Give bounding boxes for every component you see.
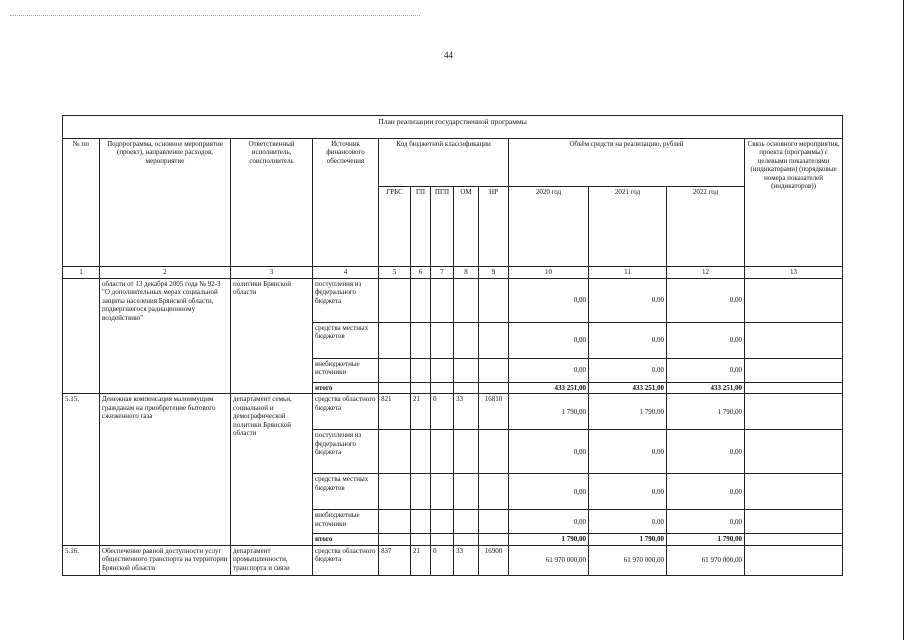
budget-code	[379, 383, 411, 394]
budget-code: 16900	[479, 545, 509, 575]
budget-code	[379, 323, 411, 359]
col-number: 2	[100, 267, 231, 279]
budget-code	[431, 510, 454, 534]
budget-code	[479, 323, 509, 359]
responsible-executor: департамент семьи, социальной и демографической политики Брянской области	[231, 394, 313, 545]
table-caption: План реализации государственной программы	[63, 116, 843, 139]
budget-code	[479, 510, 509, 534]
budget-code	[431, 359, 454, 383]
header-code-om: ОМ	[454, 187, 479, 267]
row-number: 5.16.	[63, 545, 100, 575]
budget-code	[411, 279, 431, 323]
page-number: 44	[444, 50, 453, 60]
amount-value: 0,00	[509, 323, 589, 359]
budget-code	[454, 359, 479, 383]
budget-code: 33	[454, 545, 479, 575]
col-number: 11	[589, 267, 667, 279]
header-link: Связь основного мероприятия, проекта (программы) с целевыми показателями (индикаторами) (порядковые номера показателей (индикаторов))	[745, 139, 843, 267]
header-year-2021: 2021 год	[589, 187, 667, 267]
budget-code	[479, 474, 509, 510]
indicator-link	[745, 279, 843, 323]
header-code-pgp: ПГП	[431, 187, 454, 267]
amount-value: 0,00	[509, 279, 589, 323]
amount-value: 0,00	[589, 279, 667, 323]
budget-code	[379, 510, 411, 534]
funding-source: поступления из федерального бюджета	[313, 430, 379, 474]
table-row	[63, 279, 843, 323]
funding-source: внебюджетные источники	[313, 510, 379, 534]
budget-plan-table	[62, 115, 843, 576]
funding-source: средства местных бюджетов	[313, 323, 379, 359]
indicator-link	[745, 545, 843, 575]
budget-code	[479, 359, 509, 383]
indicator-link	[745, 359, 843, 383]
funding-source: поступления из федерального бюджета	[313, 279, 379, 323]
budget-code	[379, 430, 411, 474]
amount-value: 61 970 000,00	[667, 545, 745, 575]
budget-code	[454, 430, 479, 474]
table-row	[63, 545, 843, 575]
budget-code	[431, 279, 454, 323]
indicator-link	[745, 383, 843, 394]
header-code-grbs: ГРБС	[379, 187, 411, 267]
col-number: 7	[431, 267, 454, 279]
indicator-link	[745, 430, 843, 474]
budget-code	[454, 534, 479, 545]
col-number: 8	[454, 267, 479, 279]
header-year-2020: 2020 год	[509, 187, 589, 267]
col-number: 3	[231, 267, 313, 279]
header-num: № пп	[63, 139, 100, 267]
row-number	[63, 279, 100, 394]
amount-value: 0,00	[667, 510, 745, 534]
budget-code: 837	[379, 545, 411, 575]
budget-code: 21	[411, 545, 431, 575]
amount-value: 0,00	[509, 474, 589, 510]
amount-value: 61 970 000,00	[589, 545, 667, 575]
amount-value: 0,00	[667, 474, 745, 510]
budget-code	[379, 279, 411, 323]
amount-value: 0,00	[667, 279, 745, 323]
header-subprogram: Подпрограмма, основное мероприятие (проект), направление расходов, мероприятие	[100, 139, 231, 267]
col-number: 6	[411, 267, 431, 279]
header-responsible: Ответственный исполнитель, соисполнитель	[231, 139, 313, 267]
amount-value: 0,00	[589, 430, 667, 474]
amount-value: 0,00	[667, 430, 745, 474]
amount-value: 1 790,00	[509, 394, 589, 430]
funding-source: средства местных бюджетов	[313, 474, 379, 510]
amount-value: 0,00	[589, 323, 667, 359]
budget-code	[431, 383, 454, 394]
indicator-link	[745, 394, 843, 430]
amount-value: 0,00	[509, 359, 589, 383]
budget-code	[411, 510, 431, 534]
budget-code	[379, 474, 411, 510]
budget-code	[479, 383, 509, 394]
budget-code	[411, 359, 431, 383]
header-code-group: Код бюджетной классификации	[379, 139, 509, 187]
header-code-gp: ГП	[411, 187, 431, 267]
budget-code	[411, 430, 431, 474]
budget-code: 821	[379, 394, 411, 430]
budget-code	[479, 430, 509, 474]
amount-value: 433 251,00	[589, 383, 667, 394]
header-source: Источник финансового обеспечения	[313, 139, 379, 267]
budget-code	[411, 474, 431, 510]
budget-code	[454, 279, 479, 323]
budget-code	[454, 474, 479, 510]
budget-code	[454, 510, 479, 534]
amount-value: 0,00	[589, 510, 667, 534]
indicator-link	[745, 510, 843, 534]
col-number: 12	[667, 267, 745, 279]
subprogram-name: Обеспечение равной доступности услуг общественного транспорта на территории Брянской области	[100, 545, 231, 575]
header-volume-group: Объём средств на реализацию, рублей	[509, 139, 745, 187]
amount-value: 1 790,00	[667, 394, 745, 430]
column-number-row	[63, 267, 843, 279]
budget-code	[454, 323, 479, 359]
amount-value: 1 790,00	[667, 534, 745, 545]
responsible-executor: политики Брянской области	[231, 279, 313, 394]
amount-value: 0,00	[589, 474, 667, 510]
row-number: 5.15.	[63, 394, 100, 545]
budget-code: 21	[411, 394, 431, 430]
amount-value: 0,00	[667, 359, 745, 383]
amount-value: 61 970 000,00	[509, 545, 589, 575]
col-number: 4	[313, 267, 379, 279]
col-number: 5	[379, 267, 411, 279]
funding-source: внебюджетные источники	[313, 359, 379, 383]
budget-code	[479, 279, 509, 323]
funding-source: итого	[313, 534, 379, 545]
page-edge	[903, 0, 904, 640]
indicator-link	[745, 534, 843, 545]
amount-value: 0,00	[509, 510, 589, 534]
amount-value: 1 790,00	[589, 394, 667, 430]
amount-value: 0,00	[509, 430, 589, 474]
budget-code	[411, 534, 431, 545]
budget-code	[431, 534, 454, 545]
responsible-executor: департамент промышленности, транспорта и связи	[231, 545, 313, 575]
indicator-link	[745, 323, 843, 359]
budget-code: 16810	[479, 394, 509, 430]
col-number: 13	[745, 267, 843, 279]
budget-code	[379, 359, 411, 383]
subprogram-name: Денежная компенсация малоимущим гражданам на приобретение бытового сжиженного газа	[100, 394, 231, 545]
budget-code: 33	[454, 394, 479, 430]
budget-code: 0	[431, 545, 454, 575]
header-code-nr: НР	[479, 187, 509, 267]
amount-value: 0,00	[589, 359, 667, 383]
col-number: 10	[509, 267, 589, 279]
table-row	[63, 394, 843, 430]
amount-value: 1 790,00	[509, 534, 589, 545]
subprogram-name: области от 13 декабря 2005 года № 92-З "О дополнительных мерах социальной защиты населения Брянской области, подвергшегося радиационному воздействию"	[100, 279, 231, 394]
scan-artifact	[10, 15, 420, 18]
amount-value: 433 251,00	[667, 383, 745, 394]
budget-code	[411, 383, 431, 394]
budget-code	[411, 323, 431, 359]
funding-source: итого	[313, 383, 379, 394]
indicator-link	[745, 474, 843, 510]
budget-code	[431, 323, 454, 359]
budget-code	[454, 383, 479, 394]
header-year-2022: 2022 год	[667, 187, 745, 267]
budget-code	[379, 534, 411, 545]
col-number: 1	[63, 267, 100, 279]
amount-value: 1 790,00	[589, 534, 667, 545]
budget-code	[479, 534, 509, 545]
budget-code: 0	[431, 394, 454, 430]
funding-source: средства областного бюджета	[313, 545, 379, 575]
funding-source: средства областного бюджета	[313, 394, 379, 430]
budget-code	[431, 474, 454, 510]
amount-value: 0,00	[667, 323, 745, 359]
col-number: 9	[479, 267, 509, 279]
amount-value: 433 251,00	[509, 383, 589, 394]
budget-code	[431, 430, 454, 474]
